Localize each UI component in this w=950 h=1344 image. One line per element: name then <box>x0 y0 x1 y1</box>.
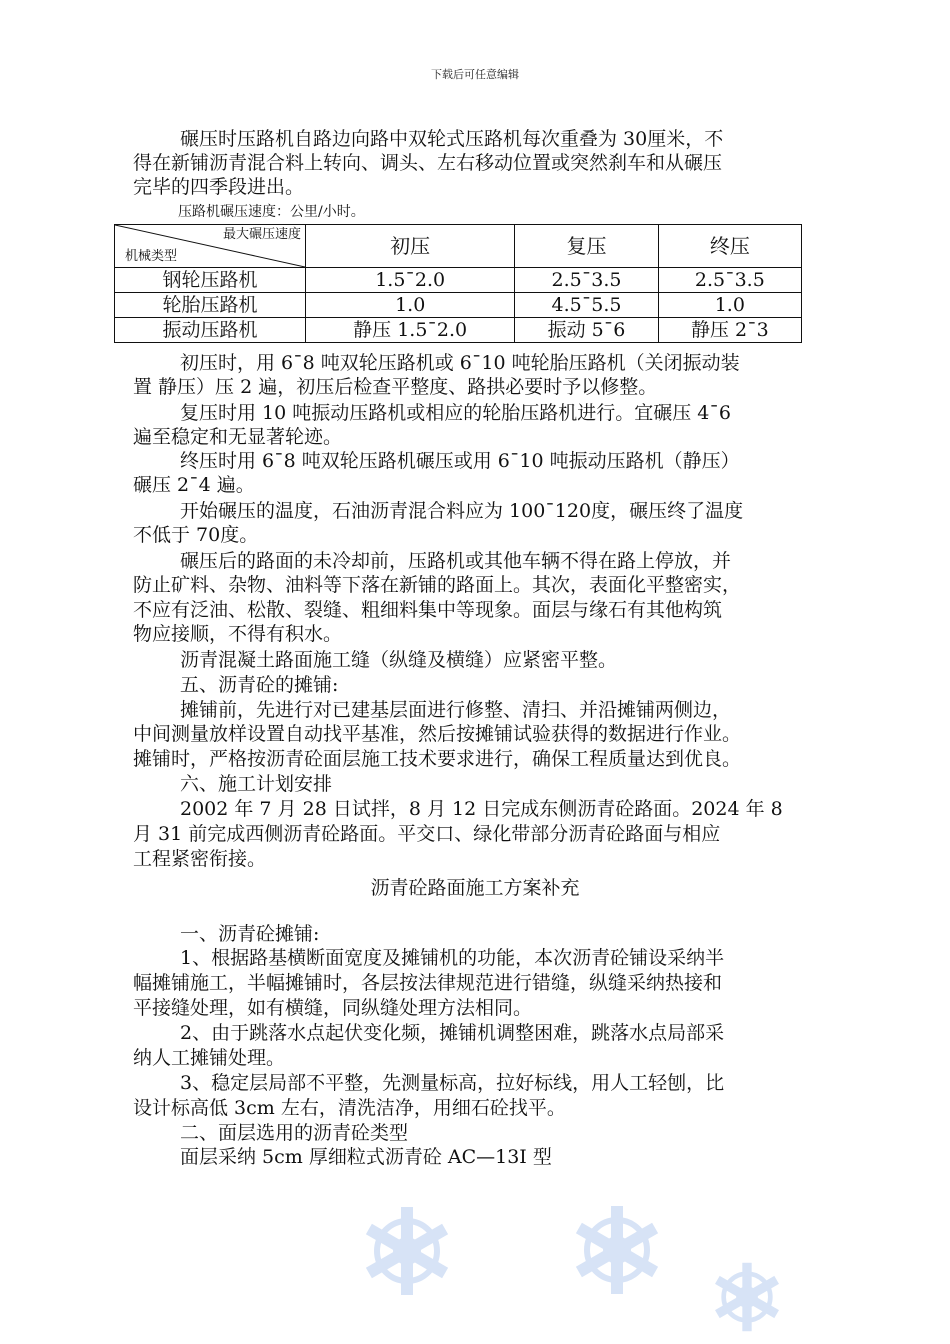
supplement-title: 沥青砼路面施工方案补充 <box>370 877 580 899</box>
intro-line-1: 碾压时压路机自路边向路中双轮式压路机每次重叠为 30厘米，不 <box>180 128 724 150</box>
body-line: 中间测量放样设置自动找平基准，然后按摊铺试验获得的数据进行作业。 <box>133 723 742 745</box>
table-cell: 2.5¯3.5 <box>658 268 801 293</box>
table-header-row <box>115 225 802 268</box>
body-line: 遍至稳定和无显著轮迹。 <box>133 426 343 448</box>
body-line: 纳人工摊铺处理。 <box>133 1047 286 1069</box>
intro-line-2: 得在新铺沥青混合料上转向、调头、左右移动位置或突然刹车和从碾压 <box>133 152 723 174</box>
table-cell: 2.5¯3.5 <box>515 268 658 293</box>
body-line: 1、根据路基横断面宽度及摊铺机的功能，本次沥青砼铺设采纳半 <box>180 947 725 969</box>
table-cell: 1.5¯2.0 <box>306 268 515 293</box>
body-line: 碾压后的路面的未冷却前，压路机或其他车辆不得在路上停放，并 <box>180 550 732 572</box>
body-line: 不低于 70度。 <box>133 524 259 546</box>
body-line: 2、由于跳落水点起伏变化频，摊铺机调整困难，跳落水点局部采 <box>180 1022 725 1044</box>
column-header: 终压 <box>658 225 801 268</box>
body-line: 防止矿料、杂物、油料等下落在新铺的路面上。其次，表面化平整密实， <box>133 574 742 596</box>
table-corner-cell <box>115 225 306 268</box>
body-line: 2002 年 7 月 28 日试拌，8 月 12 日完成东侧沥青砼路面。2024 年 8 <box>180 798 783 820</box>
body-line: 工程紧密衔接。 <box>133 848 267 870</box>
snowflake-watermark-icon <box>572 1205 662 1295</box>
roller-speed-table <box>114 224 802 343</box>
column-header: 复压 <box>515 225 658 268</box>
row-name: 轮胎压路机 <box>115 293 306 318</box>
snowflake-watermark-icon <box>362 1206 452 1296</box>
snowflake-watermark-icon <box>712 1262 782 1332</box>
table-cell: 1.0 <box>306 293 515 318</box>
body-line: 物应接顺，不得有积水。 <box>133 623 343 645</box>
table-row <box>115 318 802 343</box>
body-line: 摊铺时，严格按沥青砼面层施工技术要求进行，确保工程质量达到优良。 <box>133 748 742 770</box>
table-caption: 压路机碾压速度：公里/小时。 <box>178 204 365 220</box>
body-line: 摊铺前，先进行对已建基层面进行修整、清扫、并沿摊铺两侧边， <box>180 699 732 721</box>
section-heading: 六、施工计划安排 <box>180 773 333 795</box>
row-name: 振动压路机 <box>115 318 306 343</box>
table-cell: 静压 1.5¯2.0 <box>306 318 515 343</box>
page-header: 下载后可任意编辑 <box>431 68 519 81</box>
body-line: 开始碾压的温度，石油沥青混合料应为 100¯120度，碾压终了温度 <box>180 500 744 522</box>
body-line: 幅摊铺施工，半幅摊铺时，各层按法律规范进行错缝，纵缝采纳热接和 <box>133 972 723 994</box>
corner-top-label: 最大碾压速度 <box>222 227 301 242</box>
column-header: 初压 <box>306 225 515 268</box>
table-row <box>115 268 802 293</box>
body-line: 月 31 前完成西侧沥青砼路面。平交口、绿化带部分沥青砼路面与相应 <box>133 823 721 845</box>
table-cell: 1.0 <box>658 293 801 318</box>
table-cell: 4.5¯5.5 <box>515 293 658 318</box>
corner-bottom-label: 机械类型 <box>125 249 178 264</box>
body-line: 终压时用 6¯8 吨双轮压路机碾压或用 6¯10 吨振动压路机（静压） <box>180 450 740 472</box>
body-line: 碾压 2¯4 遍。 <box>133 474 255 496</box>
body-line: 不应有泛油、松散、裂缝、粗细料集中等现象。面层与缘石有其他构筑 <box>133 599 723 621</box>
section-heading: 二、面层选用的沥青砼类型 <box>180 1122 409 1144</box>
section-heading: 五、沥青砼的摊铺: <box>180 674 339 696</box>
table-row <box>115 293 802 318</box>
row-name: 钢轮压路机 <box>115 268 306 293</box>
table-cell: 振动 5¯6 <box>515 318 658 343</box>
body-line: 设计标高低 3cm 左右，清洗洁净，用细石砼找平。 <box>133 1097 566 1119</box>
body-line: 平接缝处理，如有横缝，同纵缝处理方法相同。 <box>133 997 533 1019</box>
body-line: 沥青混凝土路面施工缝（纵缝及横缝）应紧密平整。 <box>180 649 618 671</box>
intro-line-3: 完毕的四季段进出。 <box>133 176 305 198</box>
table-cell: 静压 2¯3 <box>658 318 801 343</box>
body-line: 复压时用 10 吨振动压路机或相应的轮胎压路机进行。宜碾压 4¯6 <box>180 402 731 424</box>
body-line: 3、稳定层局部不平整，先测量标高，拉好标线，用人工轻刨，比 <box>180 1072 725 1094</box>
body-line: 初压时，用 6¯8 吨双轮压路机或 6¯10 吨轮胎压路机（关闭振动装 <box>180 352 740 374</box>
body-line: 置 静压）压 2 遍，初压后检查平整度、路拱必要时予以修整。 <box>133 376 658 398</box>
body-line: 面层采纳 5cm 厚细粒式沥青砼 AC—13Ⅰ 型 <box>180 1146 552 1168</box>
section-heading: 一、沥青砼摊铺: <box>180 923 320 945</box>
